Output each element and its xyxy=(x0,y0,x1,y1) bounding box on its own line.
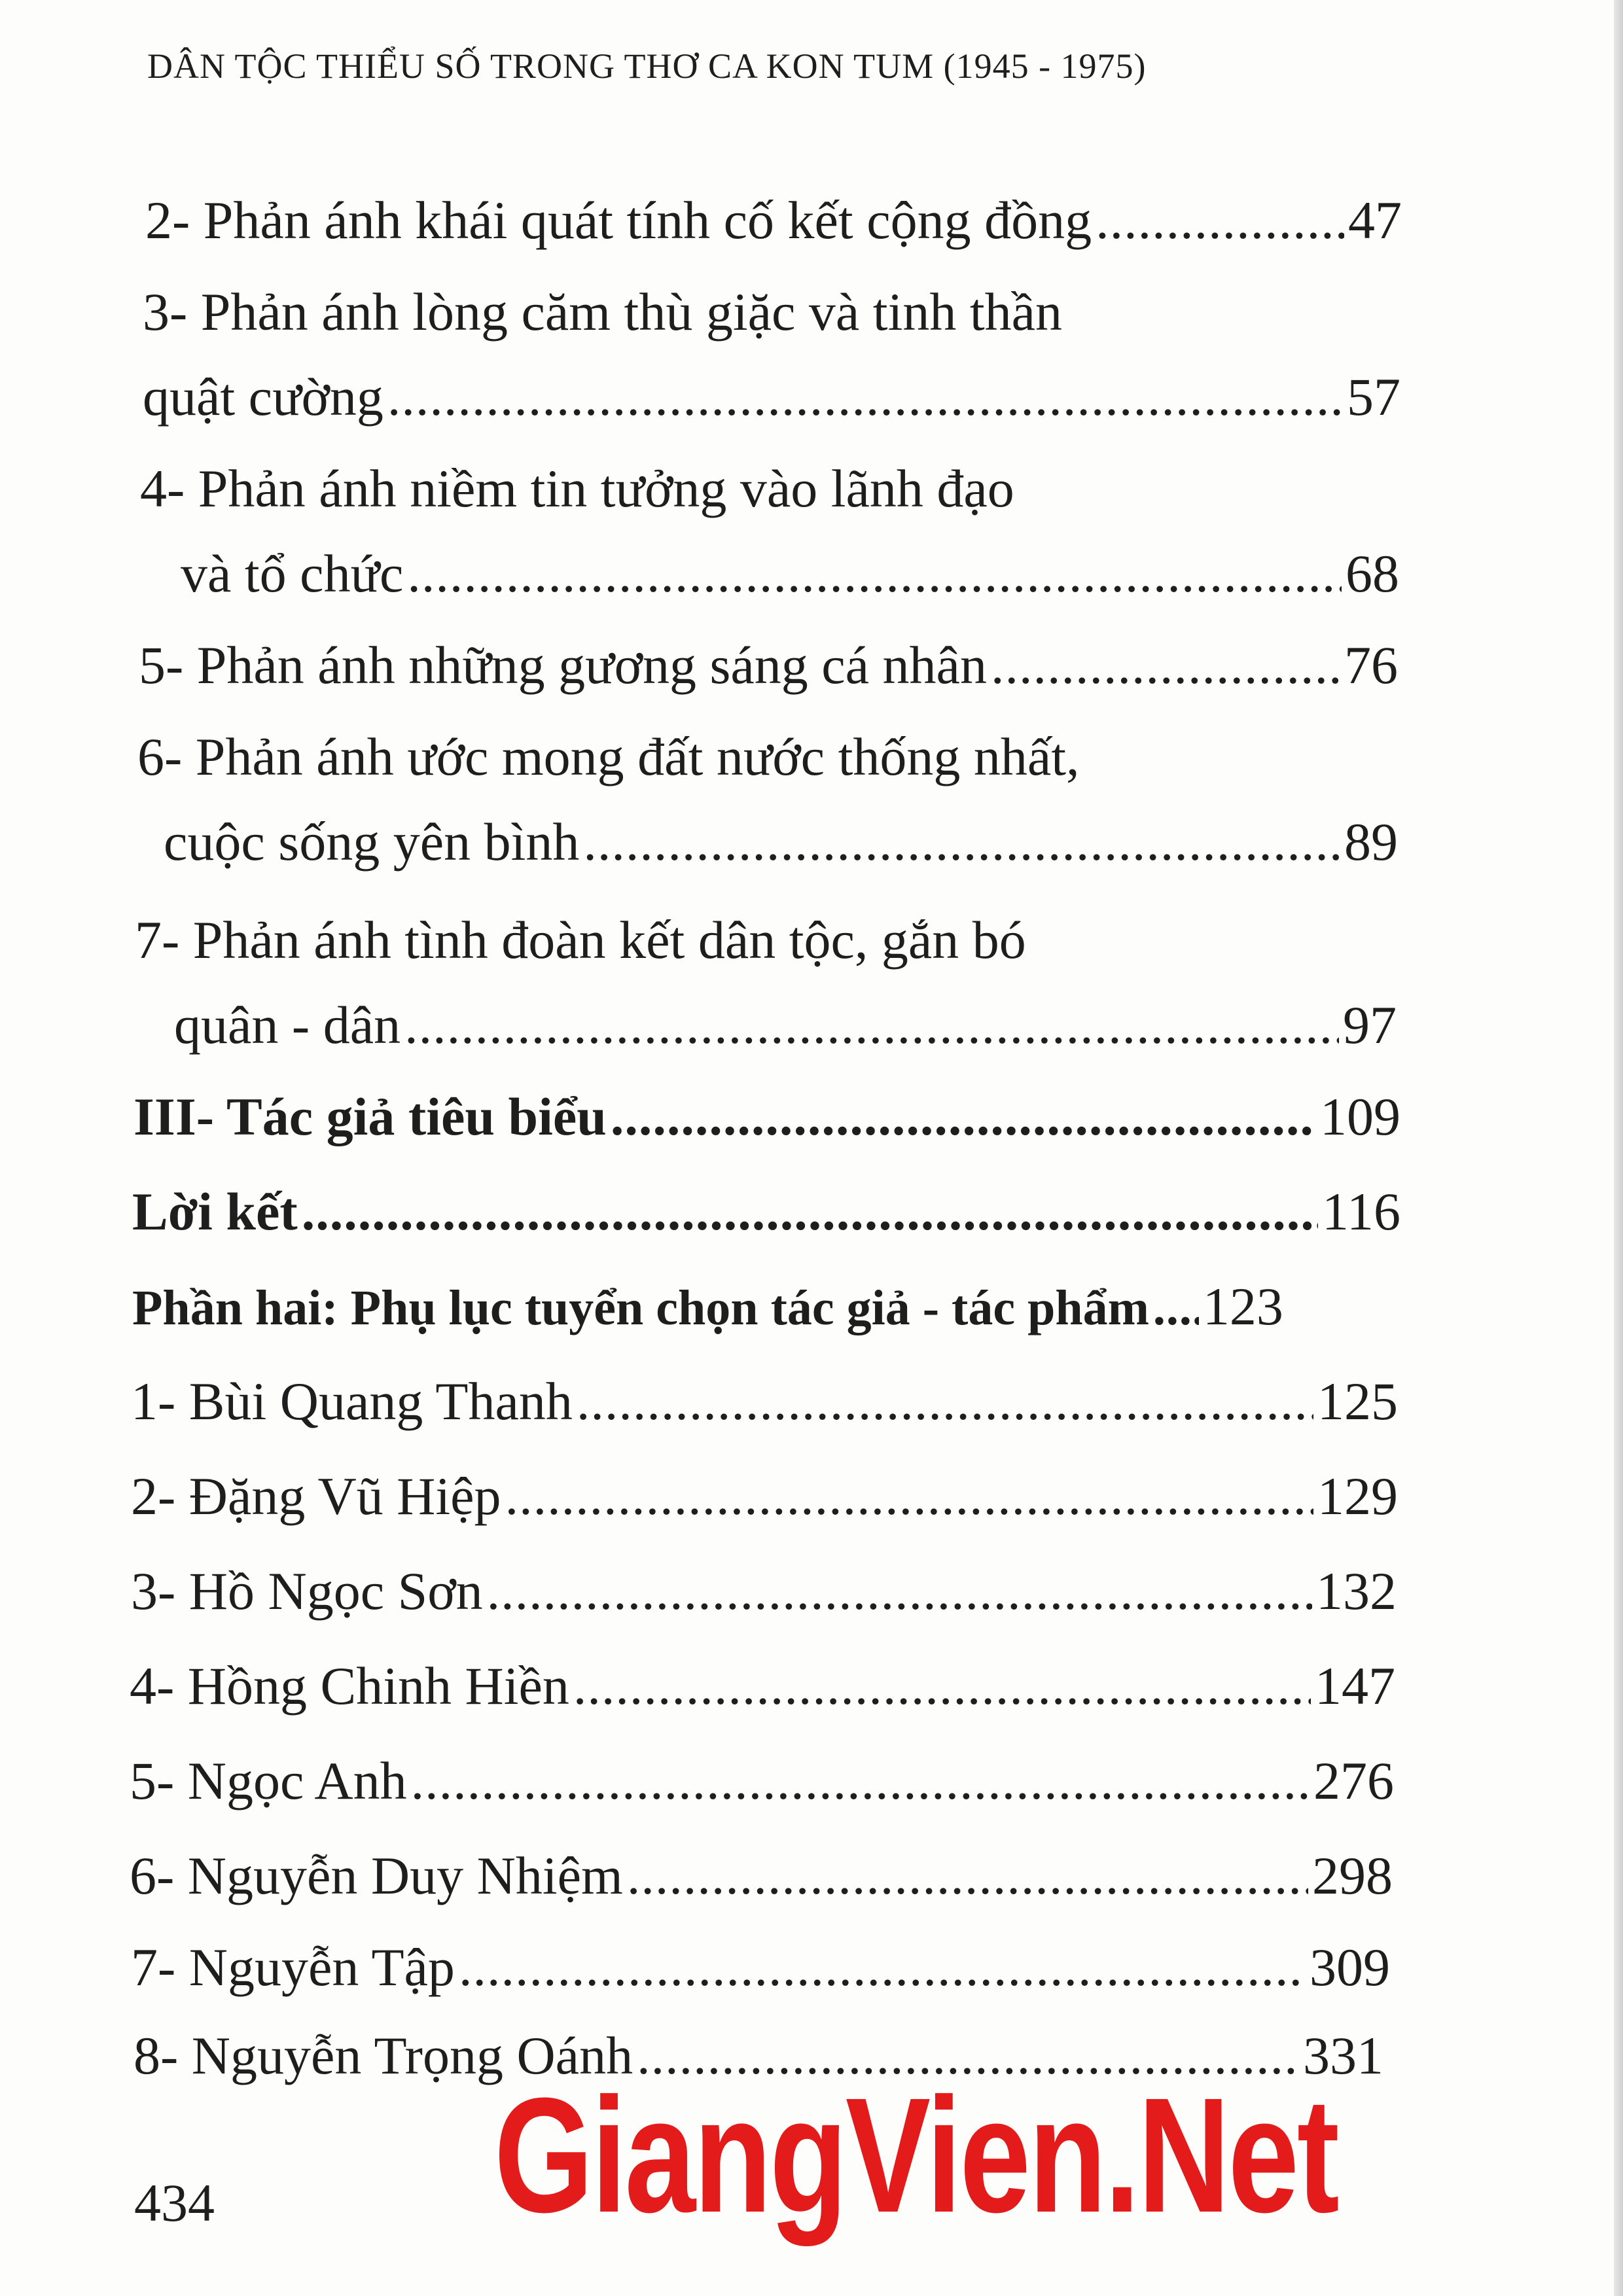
toc-entry-title: 7- Nguyễn Tập xyxy=(131,1937,455,1997)
toc-entry xyxy=(132,1181,1400,1243)
toc-entry-title: Phần hai: Phụ lục tuyển chọn tác giả - tác phẩm xyxy=(132,1280,1149,1335)
toc-page-number: 123 xyxy=(1202,1277,1283,1336)
toc-entry-title-line1: 6- Phản ánh ước mong đất nước thống nhất, xyxy=(137,727,1080,786)
toc-page-number: 116 xyxy=(1322,1182,1400,1241)
dot-leader xyxy=(487,1561,1312,1622)
toc-entry xyxy=(131,1561,1397,1622)
toc-line xyxy=(135,995,1397,1056)
toc-entry xyxy=(130,1750,1394,1812)
toc-entry xyxy=(132,1276,1399,1337)
toc-page-number: 68 xyxy=(1346,544,1399,603)
toc-line xyxy=(131,1466,1398,1527)
toc-page-number: 147 xyxy=(1315,1656,1395,1716)
toc-entry xyxy=(145,190,1402,251)
toc-entry xyxy=(131,1466,1398,1527)
toc-entry xyxy=(131,1371,1398,1432)
toc-entry-title: 6- Nguyễn Duy Nhiệm xyxy=(130,1846,623,1905)
toc-entry-title: 8- Nguyễn Trọng Oánh xyxy=(134,2026,633,2085)
toc-page-number: 97 xyxy=(1343,995,1397,1055)
toc-line xyxy=(137,811,1398,873)
toc-entry xyxy=(140,458,1399,605)
toc-line xyxy=(130,1750,1394,1812)
dot-leader xyxy=(573,1655,1311,1717)
toc-line xyxy=(131,1561,1397,1622)
toc-line xyxy=(145,190,1402,251)
dot-leader xyxy=(611,1086,1316,1148)
dot-leader xyxy=(407,543,1342,605)
dot-leader xyxy=(627,1845,1308,1907)
toc-line xyxy=(140,543,1399,605)
toc-entry xyxy=(130,1655,1395,1717)
toc-page-number: 76 xyxy=(1344,635,1398,695)
dot-leader xyxy=(577,1371,1313,1432)
toc-line xyxy=(132,1181,1400,1243)
toc-line xyxy=(130,1655,1395,1717)
toc-entry-title: Lời kết xyxy=(132,1182,298,1241)
running-header: DÂN TỘC THIỂU SỐ TRONG THƠ CA KON TUM (1945 - 1975) xyxy=(147,46,1147,86)
toc-entry xyxy=(131,1937,1390,1998)
page-number: 434 xyxy=(134,2173,215,2233)
toc-page-number: 47 xyxy=(1348,190,1402,250)
toc-page-number: 89 xyxy=(1344,812,1398,872)
toc-entry-title: quân - dân xyxy=(174,995,401,1055)
toc-entry-title-line1: 4- Phản ánh niềm tin tưởng vào lãnh đạo xyxy=(140,459,1014,518)
toc-line xyxy=(131,1937,1390,1998)
toc-entry xyxy=(143,281,1400,428)
toc-page-number: 57 xyxy=(1347,367,1400,427)
dot-leader xyxy=(583,811,1340,873)
toc-page-number: 129 xyxy=(1317,1466,1398,1526)
toc-entry-title: 3- Hồ Ngọc Sơn xyxy=(131,1561,483,1621)
toc-entry-title-line1: 7- Phản ánh tình đoàn kết dân tộc, gắn bó xyxy=(135,910,1026,970)
toc-entry xyxy=(139,635,1398,696)
toc-page-number: 132 xyxy=(1316,1561,1397,1621)
toc-entry xyxy=(130,1845,1393,1907)
toc-entry-title: và tổ chức xyxy=(181,544,404,603)
page-edge xyxy=(1614,0,1623,2296)
toc-entry-title: 4- Hồng Chinh Hiền xyxy=(130,1656,569,1716)
toc-entry-title: 5- Phản ánh những gương sáng cá nhân xyxy=(139,635,987,695)
dot-leader xyxy=(404,995,1339,1056)
toc-entry-title: 1- Bùi Quang Thanh xyxy=(131,1371,573,1431)
watermark-logo: GiangVien.Net xyxy=(494,2064,1338,2246)
dot-leader xyxy=(387,366,1343,428)
toc-entry-title: quật cường xyxy=(143,367,383,427)
toc-line xyxy=(131,1371,1398,1432)
toc-entry-title: 2- Phản ánh khái quát tính cố kết cộng đồng xyxy=(145,190,1092,250)
toc-line xyxy=(134,1086,1400,1148)
toc-page-number: 276 xyxy=(1313,1751,1394,1810)
dot-leader xyxy=(505,1466,1313,1527)
toc-line xyxy=(132,1276,1399,1337)
toc-page-number: 109 xyxy=(1320,1087,1400,1146)
toc-entry-title: cuộc sống yên bình xyxy=(164,812,580,872)
toc-line xyxy=(139,635,1398,696)
dot-leader xyxy=(991,635,1340,696)
dot-leader xyxy=(302,1181,1318,1243)
toc-page-number: 125 xyxy=(1317,1371,1398,1431)
dot-leader xyxy=(1153,1280,1199,1337)
toc-entry-title: 5- Ngọc Anh xyxy=(130,1751,407,1810)
dot-leader xyxy=(1096,190,1344,251)
dot-leader xyxy=(411,1750,1310,1812)
toc-entry xyxy=(137,726,1398,873)
toc-entry-title: 2- Đặng Vũ Hiệp xyxy=(131,1466,501,1526)
toc-page-number: 331 xyxy=(1303,2026,1383,2085)
toc-page-number: 298 xyxy=(1312,1846,1393,1905)
toc-page-number: 309 xyxy=(1310,1937,1390,1997)
toc-entry xyxy=(135,910,1397,1056)
toc-line xyxy=(143,366,1400,428)
toc-entry-title-line1: 3- Phản ánh lòng căm thù giặc và tinh thần xyxy=(143,282,1063,342)
dot-leader xyxy=(459,1937,1306,1998)
toc-entry xyxy=(134,1086,1400,1148)
toc-entry-title: III- Tác giả tiêu biểu xyxy=(134,1087,607,1146)
toc-line xyxy=(130,1845,1393,1907)
